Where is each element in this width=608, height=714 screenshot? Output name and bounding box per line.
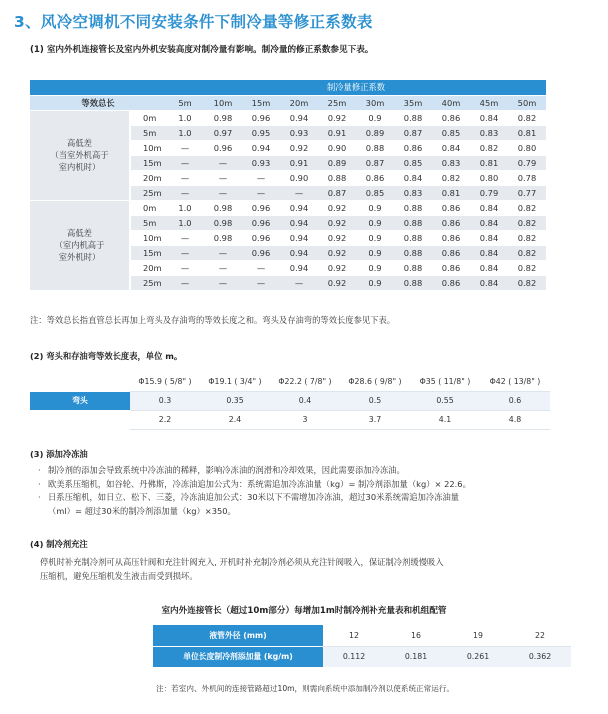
coefficient-cell: 0.86 [432, 200, 470, 215]
section4-heading: (4) 制冷剂充注 [30, 539, 88, 549]
coefficient-cell: 0.92 [318, 245, 356, 260]
oil-item-1: · 制冷剂的添加会导致系统中冷冻油的稀释，影响冷冻油的润滑和冷却效果，因此需要添加冷冻油。 [38, 464, 568, 478]
length-header: 35m [394, 95, 432, 110]
liquid-pipe-size: 12 [323, 625, 385, 646]
coefficient-cell: 0.91 [318, 125, 356, 140]
pipe-size: Φ42 ( 13/8" ) [480, 372, 550, 391]
coefficient-cell: 0.9 [356, 215, 394, 230]
coefficient-cell: 0.82 [508, 200, 546, 215]
height-diff-value: 10m [130, 140, 166, 155]
amount-value: 0.112 [323, 646, 385, 667]
group-label-line: 室内机时） [58, 162, 101, 172]
group-label-line: （室内机高于 [54, 240, 105, 250]
height-diff-value: 20m [130, 170, 166, 185]
charge-paragraph [40, 556, 560, 583]
coefficient-cell: 0.92 [318, 230, 356, 245]
elbow-value: 0.4 [270, 391, 340, 410]
oil-list [38, 464, 568, 518]
elbow-value: 0.55 [410, 391, 480, 410]
coefficient-cell: — [242, 275, 280, 290]
header-blank [30, 80, 166, 95]
coefficient-cell: 0.82 [508, 230, 546, 245]
height-diff-value: 25m [130, 185, 166, 200]
coefficient-cell: 1.0 [166, 215, 204, 230]
coefficient-cell: — [280, 185, 318, 200]
coefficient-cell: 0.85 [432, 125, 470, 140]
pipe-size: Φ22.2 ( 7/8" ) [270, 372, 340, 391]
coefficient-cell: 0.88 [394, 245, 432, 260]
coefficient-cell: 0.88 [394, 230, 432, 245]
coefficient-cell: 0.94 [280, 110, 318, 125]
coefficient-cell: 0.84 [394, 170, 432, 185]
coefficient-cell: — [280, 275, 318, 290]
correction-row [30, 110, 546, 125]
group-label-line: （当室外机高于 [50, 150, 109, 160]
height-diff-value: 20m [130, 260, 166, 275]
elbow-value: 0.35 [200, 391, 270, 410]
coefficient-cell: 0.9 [356, 260, 394, 275]
coefficient-cell: — [242, 185, 280, 200]
trap-value: 4.8 [480, 410, 550, 429]
amount-value: 0.261 [447, 646, 509, 667]
oil-item-2: · 欧美系压缩机，如谷轮、丹佛斯，冷冻油追加公式为：系统需追加冷冻油量（kg）= 制冷剂添加量（kg）× 22.6。 [38, 478, 568, 492]
coefficient-cell: 0.94 [280, 200, 318, 215]
coefficient-cell: 1.0 [166, 200, 204, 215]
coefficient-cell: 0.89 [356, 125, 394, 140]
charge-line-2: 压缩机，避免压缩机发生液击而受到损坏。 [40, 570, 198, 581]
coefficient-cell: 0.91 [280, 155, 318, 170]
coefficient-cell: 0.85 [394, 155, 432, 170]
elbow-table [30, 372, 550, 430]
section5-note: 注：若室内、外机间的连接管路超过10m，则需向系统中添加制冷剂以使系统正常运行。 [156, 684, 455, 693]
coefficient-cell: — [204, 245, 242, 260]
trap-value: 3.7 [340, 410, 410, 429]
coefficient-cell: 0.88 [394, 110, 432, 125]
coefficient-cell: 0.9 [356, 245, 394, 260]
coefficient-cell: — [204, 170, 242, 185]
pipe-od-label: 气体连接管外径 [30, 372, 130, 391]
pipe-size: Φ28.6 ( 9/8" ) [340, 372, 410, 391]
coefficient-cell: 0.93 [242, 155, 280, 170]
coefficient-cell: 0.85 [356, 185, 394, 200]
coefficient-cell: 0.81 [508, 125, 546, 140]
trap-value: 2.2 [130, 410, 200, 429]
correction-table-body [30, 110, 546, 290]
coefficient-cell: 1.0 [166, 110, 204, 125]
height-diff-value: 25m [130, 275, 166, 290]
coefficient-cell: 0.96 [204, 140, 242, 155]
section1-heading: (1) 室内外机连接管长及室内外机安装高度对制冷量有影响。制冷量的修正系数参见下表。 [30, 45, 374, 55]
coefficient-cell: 0.80 [508, 140, 546, 155]
oil-item-3: · 日系压缩机，如日立、松下、三菱，冷冻油追加公式：30米以下不需增加冷冻油，超过30米系统需追加冷冻油量 [38, 491, 568, 505]
coefficient-cell: — [166, 275, 204, 290]
coefficient-cell: 0.94 [280, 260, 318, 275]
section1-note: 注：等效总长指直管总长再加上弯头及存油弯的等效长度之和。弯头及存油弯的等效长度参见下表。 [30, 315, 396, 325]
section2-heading: (2) 弯头和存油弯等效长度表，单位 m。 [30, 351, 183, 361]
coefficient-cell: — [166, 245, 204, 260]
coefficient-cell: 0.81 [470, 155, 508, 170]
coefficient-cell: 0.92 [318, 260, 356, 275]
correction-table [30, 80, 546, 291]
liquid-pipe-size: 16 [385, 625, 447, 646]
coefficient-cell: — [242, 260, 280, 275]
length-header: 15m [242, 95, 280, 110]
coefficient-cell: 0.79 [470, 185, 508, 200]
group-label-line: 高低差 [67, 138, 92, 148]
coefficient-cell: 0.84 [470, 215, 508, 230]
correction-row [30, 200, 546, 215]
coefficient-cell: 0.94 [280, 215, 318, 230]
coefficient-cell: 0.79 [508, 155, 546, 170]
coefficient-cell: 0.87 [356, 155, 394, 170]
coefficient-cell: 0.9 [356, 200, 394, 215]
coefficient-cell: — [204, 260, 242, 275]
trap-label: 存油弯 [30, 410, 130, 429]
coefficient-cell: 0.92 [318, 110, 356, 125]
coefficient-cell: 0.86 [432, 230, 470, 245]
height-diff-value: 0m [130, 110, 166, 125]
coefficient-cell: 0.84 [470, 260, 508, 275]
group-label-line: 室外机时） [58, 252, 101, 262]
coefficient-cell: 0.9 [356, 110, 394, 125]
coefficient-cell: 0.89 [318, 155, 356, 170]
length-header: 10m [204, 95, 242, 110]
coefficient-cell: 0.95 [242, 125, 280, 140]
height-diff-value: 5m [130, 215, 166, 230]
coefficient-cell: 0.96 [242, 215, 280, 230]
trap-value: 2.4 [200, 410, 270, 429]
coefficient-cell: 0.86 [356, 170, 394, 185]
coefficient-cell: 0.88 [394, 275, 432, 290]
coefficient-cell: — [166, 185, 204, 200]
coefficient-cell: 0.9 [356, 275, 394, 290]
height-diff-value: 5m [130, 125, 166, 140]
length-header: 5m [166, 95, 204, 110]
coefficient-cell: 0.84 [470, 230, 508, 245]
coefficient-cell: 0.92 [318, 215, 356, 230]
coefficient-cell: 0.78 [508, 170, 546, 185]
coefficient-cell: — [166, 230, 204, 245]
coefficient-cell: 0.84 [470, 245, 508, 260]
height-diff-value: 15m [130, 245, 166, 260]
elbow-value: 0.6 [480, 391, 550, 410]
coefficient-cell: 0.86 [432, 260, 470, 275]
header-main: 制冷量修正系数 [166, 80, 546, 95]
coefficient-cell: 0.96 [242, 110, 280, 125]
length-header: 25m [318, 95, 356, 110]
coefficient-cell: 0.84 [470, 275, 508, 290]
coefficient-cell: 0.96 [242, 200, 280, 215]
coefficient-cell: — [166, 155, 204, 170]
amount-value: 0.362 [509, 646, 571, 667]
coefficient-cell: 0.87 [318, 185, 356, 200]
length-header: 45m [470, 95, 508, 110]
coefficient-cell: 0.82 [508, 110, 546, 125]
height-diff-value: 15m [130, 155, 166, 170]
coefficient-cell: 0.93 [280, 125, 318, 140]
coefficient-cell: 0.84 [470, 110, 508, 125]
trap-value: 4.1 [410, 410, 480, 429]
coefficient-cell: — [242, 170, 280, 185]
coefficient-cell: 0.98 [204, 200, 242, 215]
coefficient-cell: 1.0 [166, 125, 204, 140]
pipe-size: Φ35 ( 11/8" ) [410, 372, 480, 391]
section3-heading: (3) 添加冷冻油 [30, 449, 88, 459]
coefficient-cell: 0.82 [470, 140, 508, 155]
elbow-value: 0.3 [130, 391, 200, 410]
coefficient-cell: — [204, 185, 242, 200]
coefficient-cell: 0.86 [432, 275, 470, 290]
group-label-line: 高低差 [67, 228, 92, 238]
coefficient-cell: 0.88 [394, 260, 432, 275]
height-diff-value: 0m [130, 200, 166, 215]
length-header: 50m [508, 95, 546, 110]
coefficient-cell: 0.81 [432, 185, 470, 200]
coefficient-cell: 0.92 [280, 140, 318, 155]
coefficient-cell: — [166, 140, 204, 155]
coefficient-cell: 0.83 [394, 185, 432, 200]
coefficient-cell: 0.86 [432, 245, 470, 260]
height-diff-group-label [30, 200, 130, 290]
length-header: 30m [356, 95, 394, 110]
refrigerant-table-title: 室内外连接管长（超过10m部分）每增加1m时制冷剂补充量表和机组配管 [161, 606, 447, 616]
coefficient-cell: 0.94 [242, 140, 280, 155]
coefficient-cell: 0.98 [204, 215, 242, 230]
coefficient-cell: 0.82 [508, 245, 546, 260]
coefficient-cell: 0.98 [204, 230, 242, 245]
liquid-pipe-label: 液管外径 (mm) [153, 625, 323, 646]
trap-value: 3 [270, 410, 340, 429]
coefficient-cell: 0.98 [204, 110, 242, 125]
height-diff-value: 10m [130, 230, 166, 245]
coefficient-cell: 0.82 [508, 275, 546, 290]
length-header: 40m [432, 95, 470, 110]
elbow-label: 弯头 [30, 391, 130, 410]
page-title: 3、风冷空调机不同安装条件下制冷量等修正系数表 [14, 13, 373, 31]
coefficient-cell: — [204, 155, 242, 170]
refrigerant-table [153, 625, 571, 668]
pipe-size: Φ19.1 ( 3/4" ) [200, 372, 270, 391]
coefficient-cell: 0.90 [318, 140, 356, 155]
coefficient-cell: 0.97 [204, 125, 242, 140]
coefficient-cell: — [204, 275, 242, 290]
coefficient-cell: 0.86 [432, 215, 470, 230]
coefficient-cell: 0.94 [280, 245, 318, 260]
coefficient-cell: 0.83 [432, 155, 470, 170]
coefficient-cell: 0.88 [394, 200, 432, 215]
coefficient-cell: 0.9 [356, 230, 394, 245]
coefficient-cell: 0.88 [394, 215, 432, 230]
liquid-pipe-size: 19 [447, 625, 509, 646]
amount-value: 0.181 [385, 646, 447, 667]
coefficient-cell: 0.82 [432, 170, 470, 185]
coefficient-cell: 0.92 [318, 200, 356, 215]
coefficient-cell: 0.86 [394, 140, 432, 155]
coefficient-cell: 0.90 [280, 170, 318, 185]
coefficient-cell: 0.82 [508, 215, 546, 230]
coefficient-cell: 0.87 [394, 125, 432, 140]
coefficient-cell: 0.86 [432, 110, 470, 125]
oil-item-3-cont: （ml）= 超过30米的制冷剂添加量（kg）×350。 [48, 505, 236, 516]
coefficient-cell: 0.88 [356, 140, 394, 155]
coefficient-cell: 0.83 [470, 125, 508, 140]
elbow-value: 0.5 [340, 391, 410, 410]
coefficient-cell: 0.77 [508, 185, 546, 200]
coefficient-cell: 0.84 [470, 200, 508, 215]
coefficient-cell: 0.96 [242, 245, 280, 260]
coefficient-cell: — [166, 260, 204, 275]
length-header: 20m [280, 95, 318, 110]
coefficient-cell: 0.94 [280, 230, 318, 245]
coefficient-cell: 0.88 [318, 170, 356, 185]
header-equiv-length: 等效总长 [30, 95, 166, 110]
charge-line-1: 停机时补充制冷剂可从高压针阀和充注针阀充入, 开机时补充制冷剂必须从充注针阀吸入，保证制冷剂缓慢吸入 [40, 557, 444, 567]
amount-label: 单位长度制冷剂添加量 (kg/m) [153, 646, 323, 667]
coefficient-cell: 0.82 [508, 260, 546, 275]
pipe-size: Φ15.9 ( 5/8" ) [130, 372, 200, 391]
coefficient-cell: 0.96 [242, 230, 280, 245]
coefficient-cell: — [166, 170, 204, 185]
liquid-pipe-size: 22 [509, 625, 571, 646]
coefficient-cell: 0.92 [318, 275, 356, 290]
height-diff-group-label [30, 110, 130, 200]
coefficient-cell: 0.80 [470, 170, 508, 185]
coefficient-cell: 0.84 [432, 140, 470, 155]
